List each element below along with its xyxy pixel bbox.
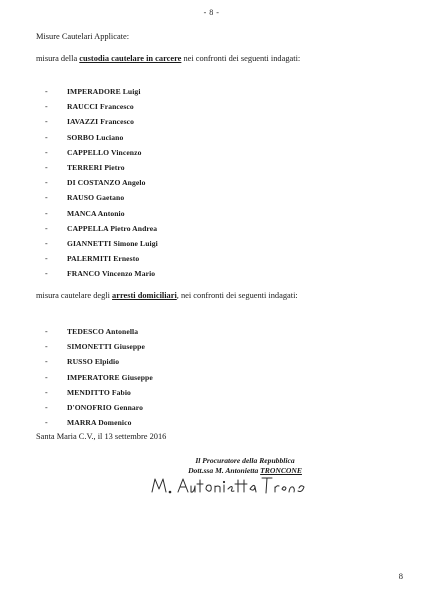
person-name bbox=[67, 253, 139, 265]
person-given-name: Angelo bbox=[122, 178, 146, 188]
person-surname: RAUCCI bbox=[67, 102, 98, 112]
person-surname: TEDESCO bbox=[67, 327, 104, 336]
person-surname: CAPPELLO bbox=[67, 147, 110, 157]
person-given-name: Vincenzo bbox=[111, 147, 142, 157]
page-marker: - 8 - bbox=[203, 8, 220, 17]
bullet-dash: - bbox=[45, 163, 48, 172]
person-surname: D'ONOFRIO bbox=[67, 403, 112, 412]
person-surname: TERRERI bbox=[67, 163, 103, 172]
person-name bbox=[67, 417, 131, 429]
house-arrest-intro-suffix: , nei confronti dei seguenti indagati: bbox=[176, 291, 298, 300]
person-given-name: Luciano bbox=[96, 132, 124, 142]
signatory-surname: TRONCONE bbox=[260, 466, 302, 475]
person-surname: PALERMITI bbox=[67, 254, 112, 264]
person-name bbox=[67, 402, 143, 414]
person-given-name: Domenico bbox=[98, 418, 132, 428]
bullet-dash: - bbox=[45, 147, 48, 157]
custody-label: custodia cautelare in carcere bbox=[79, 54, 182, 63]
person-given-name: Francesco bbox=[100, 117, 135, 127]
person-name bbox=[67, 341, 145, 353]
signatory-title: Il Procuratore della Repubblica bbox=[195, 456, 295, 465]
person-name bbox=[67, 387, 131, 399]
person-surname: MARRA bbox=[67, 418, 97, 428]
bullet-dash: - bbox=[45, 254, 48, 264]
person-surname: IAVAZZI bbox=[67, 117, 99, 127]
bullet-dash: - bbox=[45, 372, 48, 382]
person-name bbox=[67, 223, 157, 235]
bullet-dash: - bbox=[45, 239, 48, 248]
bullet-dash: - bbox=[45, 403, 48, 412]
person-name bbox=[67, 268, 155, 280]
person-given-name: Elpidio bbox=[94, 357, 120, 367]
person-name bbox=[67, 326, 138, 338]
bullet-dash: - bbox=[45, 357, 48, 367]
person-surname: DI COSTANZO bbox=[67, 178, 121, 188]
person-given-name: Francesco bbox=[99, 102, 134, 112]
bullet-dash: - bbox=[45, 387, 48, 397]
person-given-name: Simone Luigi bbox=[113, 239, 158, 248]
person-name bbox=[67, 192, 124, 204]
person-name bbox=[67, 372, 153, 384]
custody-intro-suffix: nei confronti dei seguenti indagati: bbox=[181, 54, 301, 63]
person-given-name: Gaetano bbox=[96, 193, 125, 203]
person-name bbox=[67, 147, 142, 159]
person-given-name: Pietro bbox=[104, 163, 125, 172]
house-arrest-label: arresti domiciliari bbox=[112, 291, 177, 300]
bullet-dash: - bbox=[45, 132, 48, 142]
person-name bbox=[67, 177, 145, 189]
measures-heading: Misure Cautelari Applicate: bbox=[36, 32, 130, 41]
bullet-dash: - bbox=[45, 342, 48, 352]
person-surname: RAUSO bbox=[67, 193, 95, 203]
person-surname: GIANNETTI bbox=[67, 239, 112, 248]
person-surname: MENDITTO bbox=[67, 387, 110, 397]
bullet-dash: - bbox=[45, 87, 48, 96]
bullet-dash: - bbox=[45, 102, 48, 112]
bullet-dash: - bbox=[45, 117, 48, 127]
person-surname: RUSSO bbox=[67, 357, 93, 367]
custody-intro bbox=[36, 54, 300, 63]
person-given-name: Vincenzo Mario bbox=[101, 269, 156, 279]
bullet-dash: - bbox=[45, 208, 48, 218]
person-name bbox=[67, 208, 125, 220]
handwritten-signature bbox=[148, 470, 308, 498]
house-arrest-intro bbox=[36, 291, 298, 300]
person-name bbox=[67, 132, 123, 144]
person-given-name: Giuseppe bbox=[121, 372, 153, 382]
person-given-name: Luigi bbox=[122, 87, 141, 96]
person-surname: FRANCO bbox=[67, 269, 101, 279]
person-given-name: Giuseppe bbox=[113, 342, 145, 352]
page-number: 8 bbox=[398, 571, 403, 581]
signatory-name-prefix: Dott.ssa M. Antonietta bbox=[188, 466, 261, 475]
person-surname: MANCA bbox=[67, 208, 97, 218]
person-surname: IMPERADORE bbox=[67, 87, 121, 96]
bullet-dash: - bbox=[45, 193, 48, 203]
person-surname: SORBO bbox=[67, 132, 95, 142]
bullet-dash: - bbox=[45, 223, 48, 233]
house-arrest-intro-prefix: misura cautelare degli bbox=[36, 291, 113, 300]
person-name bbox=[67, 101, 134, 113]
person-name bbox=[67, 116, 134, 128]
bullet-dash: - bbox=[45, 327, 48, 336]
person-given-name: Gennaro bbox=[113, 403, 144, 412]
person-given-name: Pietro Andrea bbox=[110, 223, 158, 233]
person-surname: IMPERATORE bbox=[67, 372, 120, 382]
person-name bbox=[67, 356, 119, 368]
person-given-name: Ernesto bbox=[113, 254, 140, 264]
bullet-dash: - bbox=[45, 178, 48, 188]
person-name bbox=[67, 162, 125, 174]
bullet-dash: - bbox=[45, 418, 48, 428]
place-date: Santa Maria C.V., il 13 settembre 2016 bbox=[36, 432, 167, 441]
person-surname: SIMONETTI bbox=[67, 342, 112, 352]
person-given-name: Antonella bbox=[105, 327, 139, 336]
person-given-name: Antonio bbox=[97, 208, 125, 218]
bullet-dash: - bbox=[45, 269, 48, 279]
person-given-name: Fabio bbox=[111, 387, 131, 397]
custody-intro-prefix: misura della bbox=[36, 54, 80, 63]
person-surname: CAPPELLA bbox=[67, 223, 109, 233]
person-name bbox=[67, 86, 141, 98]
person-name bbox=[67, 238, 158, 250]
